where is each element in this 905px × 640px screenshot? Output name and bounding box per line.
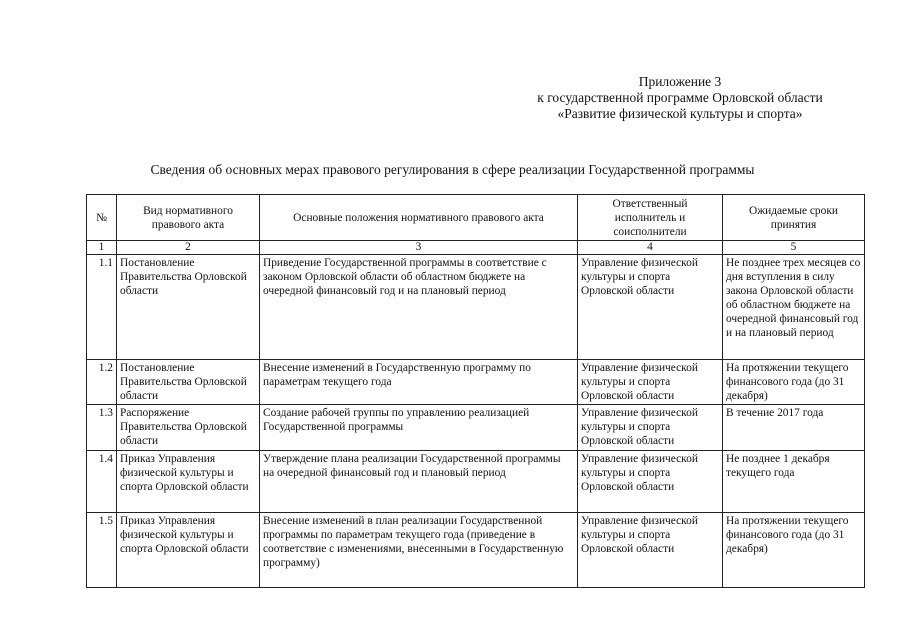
column-number: 3 — [260, 241, 578, 255]
column-number: 4 — [578, 241, 723, 255]
header-number: № — [87, 195, 117, 241]
deadline-cell: Не позднее трех месяцев со дня вступления в силу закона Орловской области об областном бюджете на очередной финансовый год и на плановый период — [723, 255, 865, 360]
provisions-cell: Внесение изменений в Государственную программу по параметрам текущего года — [260, 360, 578, 405]
provisions-cell: Создание рабочей группы по управлению реализацией Государственной программы — [260, 405, 578, 451]
document-title: Сведения об основных мерах правового регулирования в сфере реализации Государственной программы — [150, 162, 755, 177]
act-type-cell: Постановление Правительства Орловской области — [117, 360, 260, 405]
deadline-cell: В течение 2017 года — [723, 405, 865, 451]
column-number: 2 — [117, 241, 260, 255]
table-row — [87, 513, 865, 588]
legal-measures-table — [86, 194, 865, 588]
deadline-cell: Не позднее 1 декабря текущего года — [723, 451, 865, 513]
header-act-type: Вид нормативного правового акта — [117, 195, 260, 241]
act-type-cell: Приказ Управления физической культуры и спорта Орловской области — [117, 451, 260, 513]
table-row — [87, 255, 865, 360]
executor-cell: Управление физической культуры и спорта Орловской области — [578, 405, 723, 451]
act-type-cell: Приказ Управления физической культуры и спорта Орловской области — [117, 513, 260, 588]
appendix-number: Приложение 3 — [638, 74, 722, 89]
provisions-cell: Внесение изменений в план реализации Государственной программы по параметрам текущего года (приведение в соответствие с изменениями, внесенными в Государственную программу) — [260, 513, 578, 588]
executor-cell: Управление физической культуры и спорта Орловской области — [578, 513, 723, 588]
column-number: 5 — [723, 241, 865, 255]
deadline-cell: На протяжении текущего финансового года (до 31 декабря) — [723, 513, 865, 588]
act-type-cell: Постановление Правительства Орловской области — [117, 255, 260, 360]
appendix-program-ref: к государственной программе Орловской области — [537, 90, 823, 105]
provisions-cell: Утверждение плана реализации Государственной программы на очередной финансовый год и плановый период — [260, 451, 578, 513]
header-deadline: Ожидаемые сроки принятия — [723, 195, 865, 241]
appendix-heading — [470, 74, 890, 122]
column-number: 1 — [87, 241, 117, 255]
act-type-cell: Распоряжение Правительства Орловской области — [117, 405, 260, 451]
row-number: 1.4 — [87, 451, 117, 513]
header-executor: Ответственный исполнитель и соисполнители — [578, 195, 723, 241]
appendix-program-name: «Развитие физической культуры и спорта» — [557, 106, 803, 121]
table-row — [87, 451, 865, 513]
table-row — [87, 360, 865, 405]
column-number-row — [87, 241, 865, 255]
table-row — [87, 405, 865, 451]
header-provisions: Основные положения нормативного правового акта — [260, 195, 578, 241]
provisions-cell: Приведение Государственной программы в соответствие с законом Орловской области об областном бюджете на очередной финансовый год и на плановый период — [260, 255, 578, 360]
row-number: 1.2 — [87, 360, 117, 405]
executor-cell: Управление физической культуры и спорта Орловской области — [578, 255, 723, 360]
executor-cell: Управление физической культуры и спорта Орловской области — [578, 451, 723, 513]
deadline-cell: На протяжении текущего финансового года (до 31 декабря) — [723, 360, 865, 405]
row-number: 1.3 — [87, 405, 117, 451]
table-header-row — [87, 195, 865, 241]
row-number: 1.1 — [87, 255, 117, 360]
row-number: 1.5 — [87, 513, 117, 588]
executor-cell: Управление физической культуры и спорта Орловской области — [578, 360, 723, 405]
